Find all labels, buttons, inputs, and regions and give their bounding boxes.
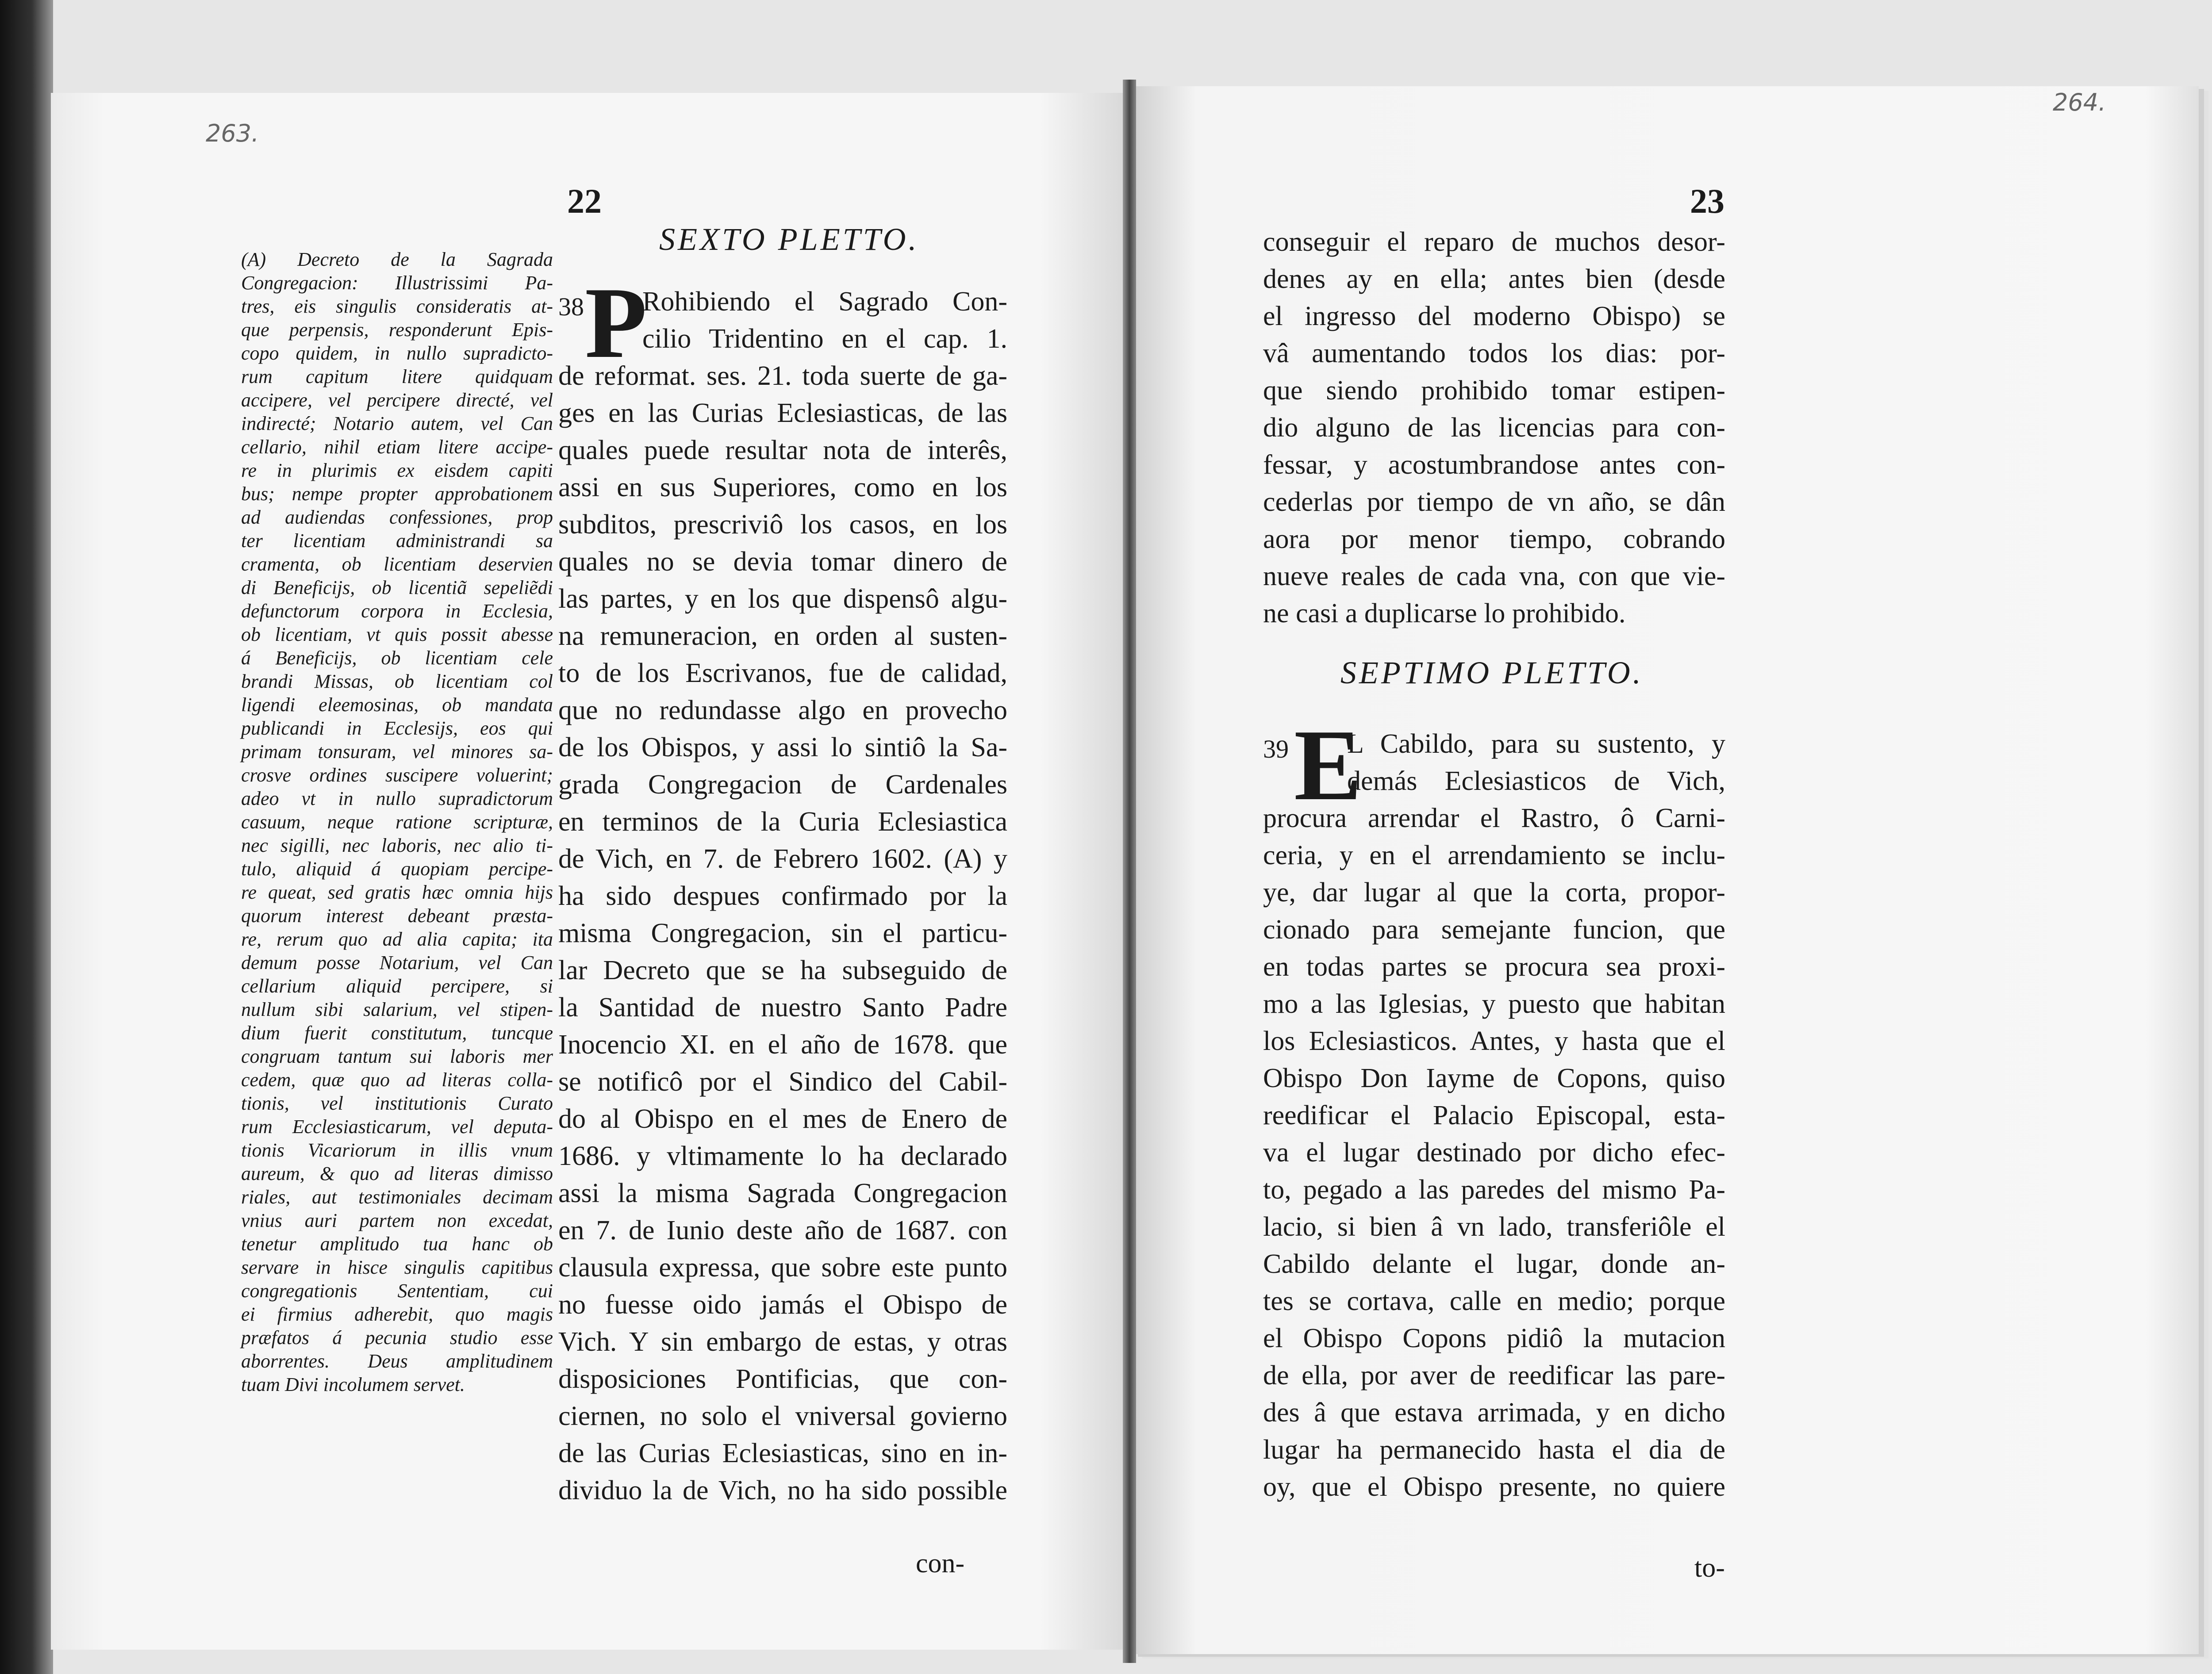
text-line: de reformat. ses. 21. toda suerte de ga- [558,361,1007,391]
text-line: el Obispo Copons pidiô la mutacion [1263,1323,1725,1353]
margin-note [241,248,553,1396]
text-line: quorum interest debeant præsta- [241,905,553,927]
text-line: dio alguno de las licencias para con- [1263,413,1725,443]
text-line: re, rerum quo ad alia capita; ita [241,928,553,950]
text-line: que perpensis, responderunt Epis- [241,319,553,341]
text-line: adeo vt in nullo supradictorum [241,788,553,809]
text-line: casuum, neque ratione scripturæ, [241,811,553,833]
text-line: aora por menor tiempo, cobrando [1263,524,1725,554]
right-column-continuation [1263,223,1725,632]
text-line: copo quidem, in nullo supradicto- [241,342,553,364]
text-line: va el lugar destinado por dicho efec- [1263,1138,1725,1168]
text-line: na remuneracion, en orden al susten- [558,621,1007,651]
text-line: (A) Decreto de la Sagrada [241,249,553,270]
text-line: Inocencio XI. en el año de 1678. que [558,1030,1007,1060]
text-line: congruam tantum sui laboris mer [241,1046,553,1067]
text-line: ad audiendas confessiones, prop [241,506,553,528]
text-line: disposiciones Pontificias, que con- [558,1364,1007,1394]
paragraph-number: 39 [1263,735,1289,763]
text-line: lacio, si bien â vn lado, transferiôle el [1263,1212,1725,1242]
text-line: tionis, vel institutionis Curato [241,1092,553,1114]
text-line: de las Curias Eclesiasticas, sino en in- [558,1438,1007,1468]
text-line: las partes, y en los que dispensô algu- [558,584,1007,614]
text-line: re queat, sed gratis hæc omnia hijs [241,881,553,903]
text-line: præfatos á pecunia studio esse [241,1327,553,1348]
text-line: de ella, por aver de reedificar las pare- [1263,1360,1725,1391]
text-line: des â que estava arrimada, y en dicho [1263,1398,1725,1428]
text-line: la Santidad de nuestro Santo Padre [558,992,1007,1023]
section-heading-sexto: SEXTO PLETTO. [659,222,919,257]
text-line: Rohibiendo el Sagrado Con- [642,287,1007,317]
text-line: to de los Escrivanos, fue de calidad, [558,658,1007,688]
text-line: quales no se devia tomar dinero de [558,547,1007,577]
text-line: riales, aut testimoniales decimam [241,1186,553,1208]
text-line: tres, eis singulis consideratis at- [241,295,553,317]
text-line: Cabildo delante el lugar, donde an- [1263,1249,1725,1279]
text-line: que siendo prohibido tomar estipen- [1263,375,1725,406]
text-line: publicandi in Ecclesijs, eos qui [241,717,553,739]
text-line: indirecté; Notario autem, vel Can [241,413,553,434]
text-line: quales puede resultar nota de interês, [558,435,1007,465]
drop-cap: P [585,266,647,379]
text-line: demás Eclesiasticos de Vich, [1347,766,1725,796]
text-line: vnius auri partem non excedat, [241,1210,553,1231]
handwritten-folio-right: 264. [2053,88,2106,116]
text-line: nueve reales de cada vna, con que vie- [1263,561,1725,591]
text-line: clausula expressa, que sobre este punto [558,1253,1007,1283]
text-line: misma Congregacion, sin el particu- [558,918,1007,948]
text-line: crosve ordines suscipere voluerint; [241,764,553,786]
text-line: servare in hisce singulis capitibus [241,1256,553,1278]
text-line: assi en sus Superiores, como en los [558,472,1007,502]
page-number-left: 22 [567,182,602,220]
text-line: di Beneficijs, ob licentiã sepeliẽdi [241,577,553,598]
text-line: cellario, nihil etiam litere accipe- [241,436,553,458]
text-line: accipere, vel percipere directé, vel [241,389,553,411]
text-line: Obispo Don Iayme de Copons, quiso [1263,1063,1725,1093]
text-line: Congregacion: Illustrissimi Pa- [241,272,553,294]
text-line: tes se cortava, calle en medio; porque [1263,1286,1725,1316]
text-line: subditos, prescriviô los casos, en los [558,509,1007,540]
catchword-left: con- [916,1548,965,1578]
text-line: de los Obispos, y assi lo sintiô la Sa- [558,732,1007,762]
text-line: ter licentiam administrandi sa [241,530,553,552]
text-line: lugar ha permanecido hasta el dia de [1263,1435,1725,1465]
right-main-column [1263,709,1725,1505]
text-line: dividuo la de Vich, no ha sido possible [558,1475,1007,1505]
text-line: assi la misma Sagrada Congregacion [558,1178,1007,1208]
text-line: cilio Tridentino en el cap. 1. [642,324,1007,354]
page-number-right: 23 [1690,182,1724,220]
text-line: demum posse Notarium, vel Can [241,952,553,973]
text-line: cederlas por tiempo de vn año, se dân [1263,487,1725,517]
section-heading-septimo: SEPTIMO PLETTO. [1340,655,1644,690]
text-line: to, pegado a las paredes del mismo Pa- [1263,1175,1725,1205]
text-line: aureum, & quo ad literas dimisso [241,1163,553,1184]
text-line: nullum sibi salarium, vel stipen- [241,999,553,1020]
text-line: ligendi eleemosinas, ob mandata [241,694,553,716]
paragraph-number: 38 [558,292,584,321]
text-line: tulo, aliquid á quopiam percipe- [241,858,553,880]
text-line: se notificô por el Sindico del Cabil- [558,1067,1007,1097]
text-line: en todas partes se procura sea proxi- [1263,952,1725,982]
text-line: L Cabildo, para su sustento, y [1347,729,1725,759]
text-line: en terminos de la Curia Eclesiastica [558,807,1007,837]
text-line: ges en las Curias Eclesiasticas, de las [558,398,1007,428]
text-line: Vich. Y sin embargo de estas, y otras [558,1327,1007,1357]
text-line: reedificar el Palacio Episcopal, esta- [1263,1100,1725,1130]
text-line: rum Ecclesiasticarum, vel deputa- [241,1116,553,1138]
text-line: rum capitum litere quidquam [241,366,553,387]
text-line: de Vich, en 7. de Febrero 1602. (A) y [558,844,1007,874]
text-line: cionado para semejante funcion, que [1263,915,1725,945]
text-line: lar Decreto que se ha subseguido de [558,955,1007,985]
text-line: los Eclesiasticos. Antes, y hasta que el [1263,1026,1725,1056]
text-line: re in plurimis ex eisdem capiti [241,460,553,481]
text-line: mo a las Iglesias, y puesto que habitan [1263,989,1725,1019]
text-line: congregationis Sententiam, cui [241,1280,553,1302]
text-line: oy, que el Obispo presente, no quiere [1263,1472,1725,1502]
text-line: defunctorum corpora in Ecclesia, [241,600,553,622]
drop-cap: E [1294,709,1362,821]
text-line: que no redundasse algo en provecho [558,695,1007,725]
text-line: do al Obispo en el mes de Enero de [558,1104,1007,1134]
book-spine [1123,80,1136,1663]
text-line: dium fuerit constitutum, tuncque [241,1022,553,1044]
text-line: ob licentiam, vt quis possit abesse [241,624,553,645]
text-line: aborrentes. Deus amplitudinem [241,1350,553,1372]
text-line: ciernen, no solo el vniversal govierno [558,1401,1007,1431]
text-line: no fuesse oido jamás el Obispo de [558,1290,1007,1320]
text-line: ne casi a duplicarse lo prohibido. [1263,598,1626,628]
text-line: nec sigilli, nec laboris, nec alio ti- [241,835,553,856]
text-line: tuam Divi incolumem servet. [241,1374,465,1395]
text-line: primam tonsuram, vel minores sa- [241,741,553,762]
text-line: brandi Missas, ob licentiam col [241,670,553,692]
text-line: ei firmius adherebit, quo magis [241,1303,553,1325]
text-line: denes ay en ella; antes bien (desde [1263,264,1725,294]
left-main-column [558,266,1007,1509]
handwritten-folio-left: 263. [206,119,259,147]
text-line: ye, dar lugar al que la corta, propor- [1263,877,1725,908]
scan-background-edge [0,0,53,1674]
text-line: cedem, quæ quo ad literas colla- [241,1069,553,1091]
text-line: tenetur amplitudo tua hanc ob [241,1233,553,1255]
text-line: ceria, y en el arrendamiento se inclu- [1263,840,1725,870]
text-line: el ingresso del moderno Obispo) se [1263,301,1725,331]
text-line: en 7. de Iunio deste año de 1687. con [558,1215,1007,1245]
text-line: cramenta, ob licentiam deservien [241,553,553,575]
text-line: bus; nempe propter approbationem [241,483,553,505]
text-line: cellarium aliquid percipere, si [241,975,553,997]
text-line: tionis Vicariorum in illis vnum [241,1139,553,1161]
text-line: conseguir el reparo de muchos desor- [1263,227,1725,257]
text-line: procura arrendar el Rastro, ô Carni- [1263,803,1725,833]
text-line: ha sido despues confirmado por la [558,881,1007,911]
text-line: vâ aumentando todos los dias: por- [1263,338,1725,368]
catchword-right: to- [1694,1553,1725,1583]
text-line: fessar, y acostumbrandose antes con- [1263,450,1725,480]
text-line: grada Congregacion de Cardenales [558,770,1007,800]
text-line: 1686. y vltimamente lo ha declarado [558,1141,1007,1171]
text-line: á Beneficijs, ob licentiam cele [241,647,553,669]
